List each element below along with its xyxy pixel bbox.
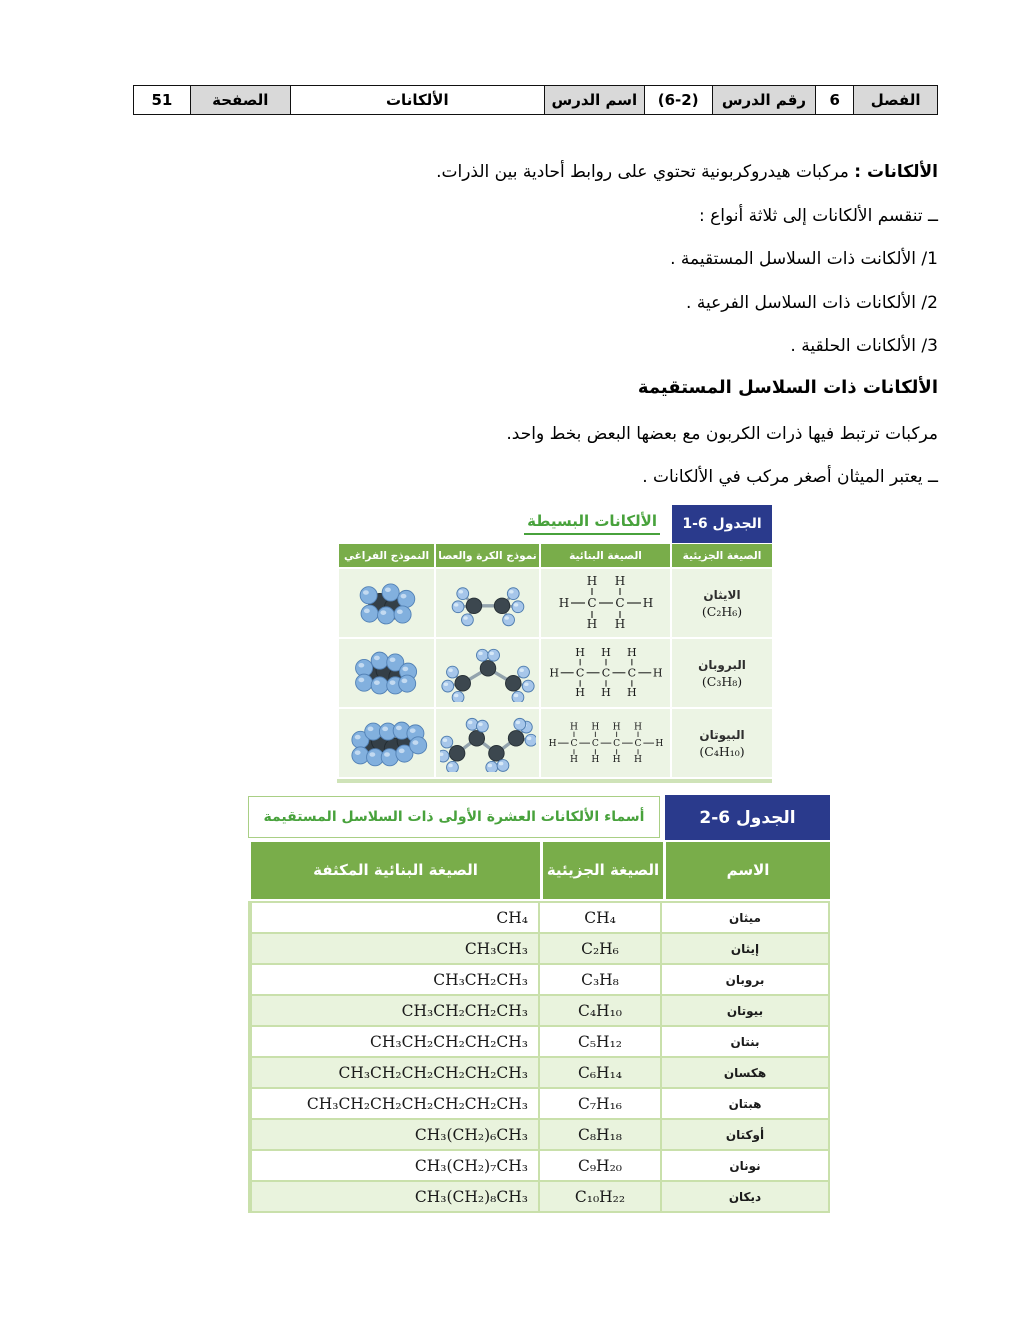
svg-text:H: H [626,646,637,660]
table-2-badge: الجدول 6-2 [665,795,830,840]
table-row [250,1182,828,1211]
alkane-name: البروبان [698,657,746,672]
molecular-formula-cell: C₆H₁₄ [540,1058,660,1087]
svg-text:H: H [600,686,611,700]
molecular-formula-cell: C₁₀H₂₂ [540,1182,660,1211]
table-2-title-text: أسماء الألكانات العشرة الأولى ذات السلاسل المستقيمة [263,809,645,825]
svg-text:H: H [614,574,625,588]
alkane-name-cell: أوكتان [662,1120,828,1149]
simple-alkanes-table-titlebar [337,505,772,544]
condensed-formula-cell: CH₃(CH₂)₇CH₃ [252,1151,538,1180]
svg-text:H: H [626,686,637,700]
svg-text:H: H [654,739,663,750]
svg-text:H: H [574,646,585,660]
space-filling-model-drawing [343,715,431,772]
condensed-formula-cell: CH₃CH₂CH₂CH₂CH₂CH₃ [252,1058,538,1087]
svg-text:H: H [569,755,578,766]
lesson-header-bar [133,85,938,115]
svg-text:H: H [652,666,663,680]
table-row [337,639,772,707]
svg-text:H: H [590,755,599,766]
condensed-formula-cell: CH₃CH₂CH₂CH₂CH₃ [252,1027,538,1056]
alkane-name-cell: بيوتان [662,996,828,1025]
alkane-name-cell: بروبان [662,965,828,994]
alkane-name-cell: بنتان [662,1027,828,1056]
svg-text:C: C [634,739,642,750]
space-filling-model-cell [339,639,434,707]
table-row [250,1151,828,1180]
lesson-number-value: (6-2) [644,86,712,114]
definition-text: مركبات هيدروكربونية تحتوي على روابط أحادية بين الذرات. [436,162,855,182]
svg-text:H: H [612,722,621,733]
molecular-formula-cell [672,569,772,637]
table-2-title [248,796,660,838]
svg-text:H: H [586,617,597,631]
table-row [250,1089,828,1118]
alkane-names-table [248,795,830,1213]
alkane-name-cell: هبتان [662,1089,828,1118]
alkane-names-table-header [248,842,830,899]
alkane-molecular-formula: (C₄H₁₀) [699,743,745,759]
table-row [250,934,828,963]
alkane-name-cell: إيثان [662,934,828,963]
svg-text:C: C [586,596,597,610]
structural-formula-cell [541,709,670,777]
molecular-formula-cell: C₃H₈ [540,965,660,994]
types-intro-line: ــ تنقسم الألكانات إلى ثلاثة أنواع : [698,206,938,226]
structural-formula-cell [541,639,670,707]
simple-alkanes-table-body [337,569,772,777]
column-header-structural-formula: الصيغة البنائية [541,544,670,567]
svg-text:H: H [574,686,585,700]
table-row [250,1120,828,1149]
table-row [250,965,828,994]
section-definition: مركبات ترتبط فيها ذرات الكربون مع بعضها البعض بخط واحد. [506,424,938,444]
condensed-formula-cell: CH₃CH₂CH₂CH₂CH₂CH₂CH₃ [252,1089,538,1118]
molecular-formula-cell [672,709,772,777]
chapter-label: الفصل [853,86,937,114]
alkane-name-cell: هكسان [662,1058,828,1087]
svg-text:H: H [633,722,642,733]
ball-and-stick-model-drawing [440,644,536,702]
page-label: الصفحة [190,86,290,114]
column-header-space-filling-model: النموذج الفراغي [339,544,434,567]
alkane-molecular-formula: (C₃H₈) [701,673,743,689]
lesson-number-label: رقم الدرس [712,86,816,114]
svg-text:H: H [614,617,625,631]
page-number-value: 51 [134,86,190,114]
molecular-formula-cell: C₅H₁₂ [540,1027,660,1056]
svg-text:C: C [601,666,610,680]
molecular-formula-cell [672,639,772,707]
svg-text:C: C [612,739,620,750]
alkane-names-table-titlebar [248,795,830,840]
condensed-formula-cell: CH₃(CH₂)₈CH₃ [252,1182,538,1211]
lesson-name-value: الألكانات [290,86,544,114]
column-header-molecular-formula: الصيغة الجزيئية [672,544,772,567]
table-row [337,709,772,777]
structural-formula-drawing [554,574,658,632]
molecular-formula-cell: C₉H₂₀ [540,1151,660,1180]
lesson-name-label: اسم الدرس [544,86,644,114]
svg-text:H: H [586,574,597,588]
column-header-name: الاسم [666,842,830,899]
structural-formula-cell [541,569,670,637]
space-filling-model-drawing [343,645,431,702]
svg-text:H: H [642,596,653,610]
section-heading: الألكانات ذات السلاسل المستقيمة [637,377,938,398]
type-3-line: 3/ الألكانات الحلقية . [790,336,938,356]
svg-text:H: H [548,739,557,750]
svg-text:H: H [600,646,611,660]
condensed-formula-cell: CH₃CH₂CH₃ [252,965,538,994]
svg-text:H: H [633,755,642,766]
definition-paragraph [436,162,938,182]
alkane-names-table-body [248,901,830,1213]
svg-text:H: H [612,755,621,766]
svg-text:C: C [614,596,625,610]
space-filling-model-cell [339,569,434,637]
methane-note-line: ــ يعتبر الميثان أصغر مركب في الألكانات . [642,467,938,487]
table-row [250,903,828,932]
molecular-formula-cell: CH₄ [540,903,660,932]
simple-alkanes-table [337,505,772,783]
molecular-formula-cell: C₂H₆ [540,934,660,963]
table-1-title-text: الألكانات البسيطة [524,512,660,535]
simple-alkanes-table-header [337,544,772,567]
table-1-title [524,511,660,530]
space-filling-model-cell [339,709,434,777]
condensed-formula-cell: CH₄ [252,903,538,932]
svg-text:H: H [569,722,578,733]
alkane-name-cell: ميثان [662,903,828,932]
alkane-name-cell: ديكان [662,1182,828,1211]
type-2-line: 2/ الألكانات ذات السلاسل الفرعية . [686,293,938,313]
svg-text:C: C [575,666,584,680]
definition-term: الألكانات : [854,162,938,182]
table-row [250,996,828,1025]
table-row [337,569,772,637]
structural-formula-drawing [545,721,667,765]
table-row [250,1058,828,1087]
condensed-formula-cell: CH₃CH₃ [252,934,538,963]
alkane-name-cell: نونان [662,1151,828,1180]
ball-stick-model-cell [436,639,539,707]
svg-text:H: H [548,666,559,680]
condensed-formula-cell: CH₃CH₂CH₂CH₃ [252,996,538,1025]
chapter-value: 6 [815,86,853,114]
svg-text:H: H [558,596,569,610]
ball-stick-model-cell [436,569,539,637]
space-filling-model-drawing [343,575,431,632]
molecular-formula-cell: C₇H₁₆ [540,1089,660,1118]
type-1-line: 1/ الألكانت ذات السلاسل المستقيمة . [670,249,938,269]
molecular-formula-cell: C₄H₁₀ [540,996,660,1025]
table-row [250,1027,828,1056]
column-header-ball-stick-model: نموذج الكرة والعصا [436,544,539,567]
condensed-formula-cell: CH₃(CH₂)₆CH₃ [252,1120,538,1149]
svg-text:C: C [627,666,636,680]
table-1-bottom-border [337,779,772,783]
svg-text:C: C [591,739,599,750]
alkane-name: الايثان [703,587,741,602]
alkane-name: البيوتان [699,727,745,742]
alkane-molecular-formula: (C₂H₆) [701,603,743,619]
molecular-formula-cell: C₈H₁₈ [540,1120,660,1149]
svg-text:H: H [590,722,599,733]
table-1-badge: الجدول 6-1 [672,505,772,543]
svg-text:C: C [569,739,577,750]
column-header-molecular-formula: الصيغة الجزيئية [543,842,663,899]
ball-and-stick-model-drawing [440,574,536,632]
column-header-condensed-formula: الصيغة البنائية المكثفة [251,842,540,899]
structural-formula-drawing [545,646,667,700]
ball-and-stick-model-drawing [440,714,536,772]
ball-stick-model-cell [436,709,539,777]
